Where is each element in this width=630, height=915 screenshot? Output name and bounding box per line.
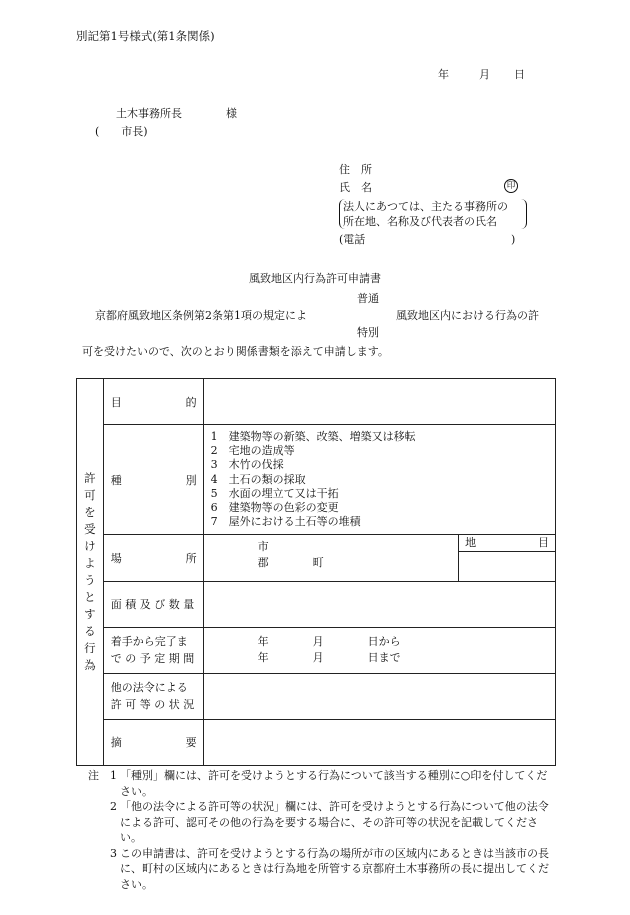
note-3 <box>88 846 558 893</box>
corporation-note-line2: 所在地、名称及び代表者の氏名 <box>343 215 497 228</box>
type-normal: 普通 <box>357 292 379 305</box>
other-laws-label: 他の法令による 許 可 等 の 状 況 <box>103 673 203 719</box>
date-month: 月 <box>479 68 490 81</box>
kind-item-3[interactable]: 3 木竹の伐採 <box>210 458 284 472</box>
addressee: 土木事務所長 様 <box>116 107 237 120</box>
addressee-alt: ( 市長) <box>95 125 148 138</box>
side-label-cell <box>77 379 104 766</box>
phone-close: ) <box>511 233 516 246</box>
lot-cell[interactable] <box>459 535 556 581</box>
area-label: 面 積 及 び 数 量 <box>103 581 203 627</box>
period-start: 年 月 日から <box>257 635 401 649</box>
kind-item-1[interactable]: 1 建築物等の新築、改築、増築又は移転 <box>210 430 416 444</box>
kind-item-2[interactable]: 2 宅地の造成等 <box>210 444 295 458</box>
corporation-note <box>339 199 527 229</box>
note-3-text: この申請書は、許可を受けようとする行為の場所が市の区域内にあるときは当該市の長に、町村の区域内にあるときは行為地を所管する京都府土木事務所の長に提出してください。 <box>120 846 549 891</box>
statement-part-a: 京都府風致地区条例第2条第1項の規定によ <box>95 309 307 322</box>
application-table <box>76 378 556 766</box>
summary-label: 摘 要 <box>103 719 203 765</box>
place-city: 市 <box>257 540 269 554</box>
date-line <box>438 68 525 81</box>
seal-mark: 印 <box>504 179 518 193</box>
side-label: 許可を受けようとする行為 <box>84 471 96 672</box>
note-1-text: 「種別」欄には、許可を受けようとする行為について該当する種別に○印を付してください。 <box>120 769 548 798</box>
corporation-note-line1: 法人にあつては、主たる事務所の <box>343 200 508 213</box>
type-special: 特別 <box>357 326 379 339</box>
period-field[interactable] <box>203 627 555 673</box>
purpose-field[interactable] <box>203 379 555 425</box>
note-3-num: 3 <box>110 846 117 860</box>
kind-item-5[interactable]: 5 水面の埋立て又は干拓 <box>210 486 339 500</box>
note-2-text: 「他の法令による許可等の状況」欄には、許可を受けようとする行為について他の法令による許可、認可その他の行為を要する場合に、その許可等の状況を記載してください。 <box>120 800 549 844</box>
other-laws-field[interactable] <box>203 673 555 719</box>
statement-part-c: 可を受けたいので、次のとおり関係書類を添えて申請します。 <box>82 345 389 358</box>
note-2 <box>88 799 558 846</box>
kind-item-6[interactable]: 6 建築物等の色彩の変更 <box>210 501 339 515</box>
area-field[interactable] <box>203 581 555 627</box>
period-end: 年 月 日まで <box>257 651 401 665</box>
period-label: 着手から完了ま で の 予 定 期 間 <box>103 627 203 673</box>
place-field[interactable] <box>203 535 458 581</box>
kind-label: 種 別 <box>103 425 203 535</box>
note-1 <box>88 768 558 799</box>
notes-prefix: 注 <box>88 769 99 782</box>
document-title: 風致地区内行為許可申請書 <box>249 272 381 285</box>
kind-list <box>203 425 555 535</box>
kind-item-7[interactable]: 7 屋外における土石等の堆積 <box>210 515 361 529</box>
note-2-num: 2 <box>110 800 117 813</box>
notes <box>88 768 558 892</box>
lot-header: 地 目 <box>459 535 555 552</box>
note-1-num: 1 <box>110 769 117 782</box>
purpose-label: 目 的 <box>103 379 203 425</box>
place-district: 郡 町 <box>257 556 324 570</box>
summary-field[interactable] <box>203 719 555 765</box>
kind-item-4[interactable]: 4 土石の類の採取 <box>210 472 306 486</box>
phone-label: (電話 <box>339 233 366 246</box>
address-label: 住 所 <box>339 163 372 176</box>
date-day: 日 <box>514 68 525 81</box>
name-label: 氏 名 <box>339 181 372 194</box>
date-year: 年 <box>438 68 449 81</box>
place-label: 場 所 <box>103 535 203 581</box>
form-number: 別記第1号様式(第1条関係) <box>76 29 215 43</box>
statement-part-b: 風致地区内における行為の許 <box>396 309 539 322</box>
